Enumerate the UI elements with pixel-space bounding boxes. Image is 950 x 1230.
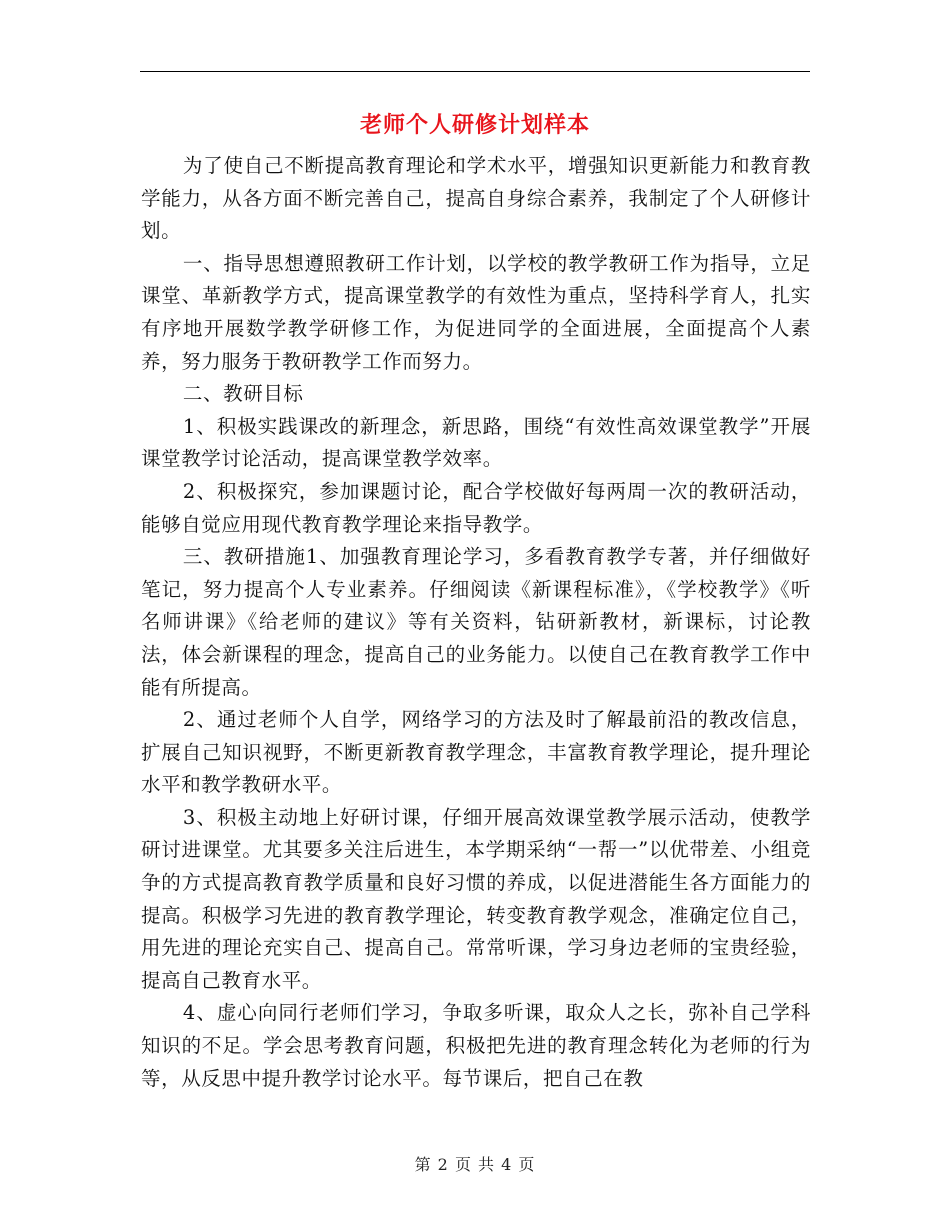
page-footer: 第 2 页 共 4 页	[414, 1155, 536, 1174]
document-body	[141, 150, 811, 1095]
paragraph-measure-2: 2、通过老师个人自学，网络学习的方法及时了解最前沿的教改信息，扩展自己知识视野，不断更新教育教学理念，丰富教育教学理论，提升理论水平和教学教研水平。	[141, 708, 811, 797]
paragraph-intro: 为了使自己不断提高教育理论和学术水平，增强知识更新能力和教育教学能力，从各方面不断完善自己，提高自身综合素养，我制定了个人研修计划。	[141, 154, 811, 243]
paragraph-measure-3: 3、积极主动地上好研讨课，仔细开展高效课堂教学展示活动，使教学研讨进课堂。尤其要多关注后进生，本学期采纳“一帮一”以优带差、小组竞争的方式提高教育教学质量和良好习惯的养成，以促进潜能生各方面能力的提高。积极学习先进的教育教学理论，转变教育教学观念，准确定位自己，用先进的理论充实自己、提高自己。常常听课，学习身边老师的宝贵经验，提高自己教育水平。	[141, 805, 811, 992]
document-title: 老师个人研修计划样本	[359, 112, 590, 138]
paragraph-goal-1: 1、积极实践课改的新理念，新思路，围绕“有效性高效课堂教学”开展课堂教学讨论活动，提高课堂教学效率。	[141, 414, 811, 471]
header-rule	[140, 71, 810, 72]
paragraph-goal-2: 2、积极探究，参加课题讨论，配合学校做好每两周一次的教研活动，能够自觉应用现代教育教学理论来指导教学。	[141, 479, 811, 536]
paragraph-measure-1: 三、教研措施1、加强教育理论学习，多看教育教学专著，并仔细做好笔记，努力提高个人专业素养。仔细阅读《新课程标准》，《学校教学》《听名师讲课》《给老师的建议》等有关资料，钻研新教材，新课标，讨论教法，体会新课程的理念，提高自己的业务能力。以使自己在教育教学工作中能有所提高。	[141, 545, 811, 699]
paragraph-goals-heading: 二、教研目标	[182, 382, 304, 406]
paragraph-guiding-thought: 一、指导思想遵照教研工作计划，以学校的教学教研工作为指导，立足课堂、革新教学方式，提高课堂教学的有效性为重点，坚持科学育人，扎实有序地开展数学教学研修工作，为促进同学的全面进展，全面提高个人素养，努力服务于教研教学工作而努力。	[141, 251, 811, 373]
paragraph-measure-4: 4、虚心向同行老师们学习，争取多听课，取众人之长，弥补自己学科知识的不足。学会思考教育问题，积极把先进的教育理念转化为老师的行为等，从反思中提升教学讨论水平。每节课后，把自己在教	[141, 1001, 811, 1090]
